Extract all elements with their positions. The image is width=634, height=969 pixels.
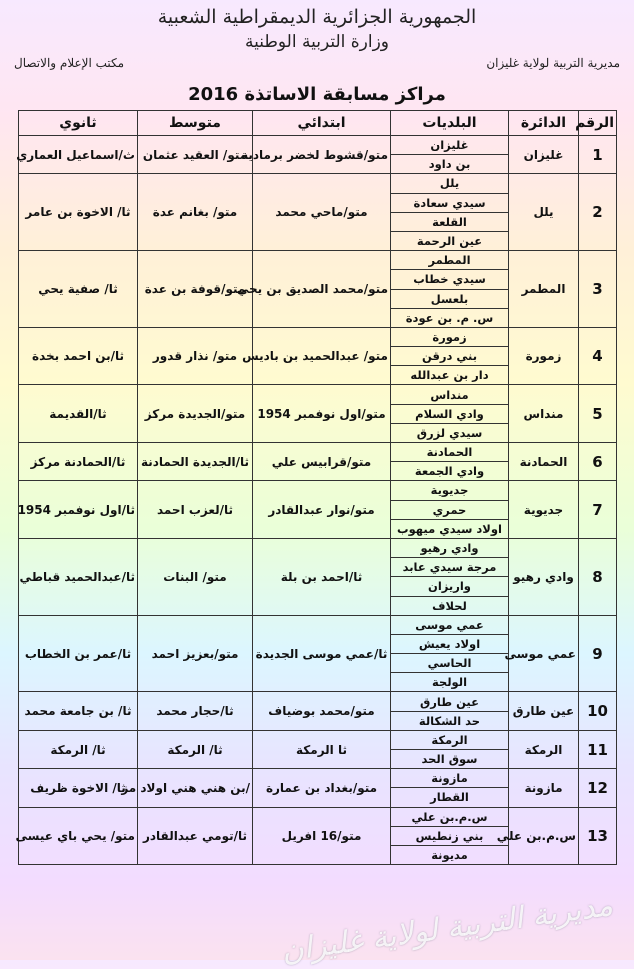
commune-name: سيدي سعادة <box>391 193 509 212</box>
row-number: 8 <box>579 538 617 615</box>
middle-center: ثا/ الرمكة <box>138 730 253 768</box>
secondary-center: ثا/اول نوفمبر 1954 <box>19 481 138 539</box>
watermark-logo: مديرية التربية لولاية غليزان <box>279 887 615 969</box>
commune-name: حد الشكالة <box>391 711 509 730</box>
commune-name: بلعسل <box>391 289 509 308</box>
commune-name: مرجة سيدي عابد <box>391 558 509 577</box>
middle-center: ثا/الجديدة الحمادنة <box>138 443 253 481</box>
primary-center: متو/ماحي محمد <box>253 174 391 251</box>
secondary-center: ثا/القديمة <box>19 385 138 443</box>
col-header-primary: ابتدائي <box>253 111 391 136</box>
commune-name: عمي موسى <box>391 615 509 634</box>
commune-name: لحلاف <box>391 596 509 615</box>
centers-table <box>15 110 617 865</box>
primary-center: متو/ عبدالحميد بن باديس <box>253 327 391 385</box>
middle-center: متو/الجديدة مركز <box>138 385 253 443</box>
commune-name: القطار <box>391 788 509 807</box>
daira-name: وادي رهيو <box>509 538 579 615</box>
daira-name: يلل <box>509 174 579 251</box>
daira-name: منداس <box>509 385 579 443</box>
middle-center: متو/قوفة بن عدة <box>138 251 253 328</box>
middle-center: ثا/تومي عبدالقادر <box>138 807 253 865</box>
secondary-center: ثا/ الرمكة <box>19 730 138 768</box>
row-number: 12 <box>579 769 617 807</box>
secondary-center: ثا/عمر بن الخطاب <box>19 615 138 692</box>
commune-name: المطمر <box>391 251 509 270</box>
primary-center: متو/نوار عبدالقادر <box>253 481 391 539</box>
table-body <box>15 136 617 865</box>
commune-name: س. م. بن عودة <box>391 308 509 327</box>
col-header-daira: الدائرة <box>509 111 579 136</box>
commune-name: سوق الحد <box>391 750 509 769</box>
commune-name: حمري <box>391 500 509 519</box>
document-title: مراكز مسابقة الاساتذة 2016 <box>188 84 446 105</box>
middle-center: متو/بعزيز احمد <box>138 615 253 692</box>
commune-name: وادي رهيو <box>391 538 509 557</box>
primary-center: متو/16 افريل <box>253 807 391 865</box>
commune-name: واريزان <box>391 577 509 596</box>
commune-name: الحمادنة <box>391 443 509 462</box>
row-number: 7 <box>579 481 617 539</box>
table-row <box>19 385 617 404</box>
primary-center: متو/قشوط لخضر برمادية <box>253 136 391 174</box>
row-number: 2 <box>579 174 617 251</box>
row-number: 10 <box>579 692 617 730</box>
commune-name: وادي السلام <box>391 404 509 423</box>
daira-name: زمورة <box>509 327 579 385</box>
table-header-row <box>19 111 617 136</box>
primary-center: متو/اول نوفمبر 1954 <box>253 385 391 443</box>
table-row <box>19 251 617 270</box>
table-row <box>19 769 617 788</box>
commune-name: عين طارق <box>391 692 509 711</box>
commune-name: سيدي خطاب <box>391 270 509 289</box>
middle-center: متو/ بغانم عدة <box>138 174 253 251</box>
secondary-center: متو/ يحي باي عيسى <box>19 807 138 865</box>
header-directorate: مديرية التربية لولاية غليزان <box>486 56 620 70</box>
secondary-center: ثا/ صفية يحي <box>19 251 138 328</box>
row-number: 5 <box>579 385 617 443</box>
middle-center: متو/ نذار قدور <box>138 327 253 385</box>
header-ministry: وزارة التربية الوطنية <box>244 32 390 52</box>
table-row <box>19 174 617 193</box>
middle-center: ثا/لعزب احمد <box>138 481 253 539</box>
row-number: 4 <box>579 327 617 385</box>
daira-name: جديوية <box>509 481 579 539</box>
daira-name: غليزان <box>509 136 579 174</box>
primary-center: ثا/احمد بن بلة <box>253 538 391 615</box>
commune-name: س.م.بن علي <box>391 807 509 826</box>
secondary-center: ثا/بن احمد بخدة <box>19 327 138 385</box>
primary-center: ثا الرمكة <box>253 730 391 768</box>
commune-name: جديوية <box>391 481 509 500</box>
daira-name: المطمر <box>509 251 579 328</box>
commune-name: بني زنطيس <box>391 826 509 845</box>
daira-name: الرمكة <box>509 730 579 768</box>
table-row <box>19 538 617 557</box>
middle-center: ثا/حجار محمد <box>138 692 253 730</box>
daira-name: مازونة <box>509 769 579 807</box>
secondary-center: ثا/ الاخوة بن عامر <box>19 174 138 251</box>
secondary-center: ثا/ الاخوة ظريف <box>19 769 138 807</box>
commune-name: اولاد سيدي ميهوب <box>391 519 509 538</box>
daira-name: الحمادنة <box>509 443 579 481</box>
daira-name: س.م.بن علي <box>509 807 579 865</box>
middle-center: متو/ البنات <box>138 538 253 615</box>
header-office: مكتب الإعلام والاتصال <box>14 56 125 70</box>
table-row <box>19 615 617 634</box>
commune-name: غليزان <box>391 136 509 155</box>
commune-name: منداس <box>391 385 509 404</box>
table-row <box>19 807 617 826</box>
secondary-center: ثا/عبدالحميد قباطي <box>19 538 138 615</box>
middle-center: متو/ العقيد عثمان <box>138 136 253 174</box>
commune-name: دار بن عبدالله <box>391 366 509 385</box>
primary-center: ثا/عمي موسى الجديدة <box>253 615 391 692</box>
commune-name: سيدي لزرق <box>391 423 509 442</box>
row-number: 9 <box>579 615 617 692</box>
commune-name: الرمكة <box>391 730 509 749</box>
commune-name: زمورة <box>391 327 509 346</box>
primary-center: متو/محمد الصديق بن يحي <box>253 251 391 328</box>
secondary-center: ثا/الحمادنة مركز <box>19 443 138 481</box>
row-number: 3 <box>579 251 617 328</box>
commune-name: يلل <box>391 174 509 193</box>
header-republic: الجمهورية الجزائرية الديمقراطية الشعبية <box>157 6 477 28</box>
row-number: 13 <box>579 807 617 865</box>
commune-name: وادي الجمعة <box>391 462 509 481</box>
daira-name: عمي موسى <box>509 615 579 692</box>
primary-center: متو/بغداد بن عمارة <box>253 769 391 807</box>
secondary-center: ثا/ بن جامعة محمد <box>19 692 138 730</box>
commune-name: عين الرحمة <box>391 231 509 250</box>
table-row <box>19 327 617 346</box>
table-row <box>19 481 617 500</box>
middle-center: /بن هني هني اولاد مز <box>138 769 253 807</box>
primary-center: متو/قرابيس علي <box>253 443 391 481</box>
commune-name: مديونة <box>391 845 509 864</box>
col-header-secondary: ثانوي <box>19 111 138 136</box>
row-number: 1 <box>579 136 617 174</box>
commune-name: بني درقن <box>391 347 509 366</box>
row-number: 11 <box>579 730 617 768</box>
commune-name: القلعة <box>391 212 509 231</box>
col-header-number: الرقم <box>579 111 617 136</box>
commune-name: بن داود <box>391 155 509 174</box>
col-header-middle: متوسط <box>138 111 253 136</box>
daira-name: عين طارق <box>509 692 579 730</box>
commune-name: الحاسي <box>391 654 509 673</box>
col-header-communes: البلديات <box>391 111 509 136</box>
table-row <box>19 443 617 462</box>
secondary-center: ث/اسماعيل العماري <box>19 136 138 174</box>
primary-center: متو/محمد بوضياف <box>253 692 391 730</box>
commune-name: الولجة <box>391 673 509 692</box>
table-row <box>19 692 617 711</box>
commune-name: اولاد يعيش <box>391 634 509 653</box>
row-number: 6 <box>579 443 617 481</box>
commune-name: مازونة <box>391 769 509 788</box>
table-row <box>19 136 617 155</box>
table-row <box>19 730 617 749</box>
